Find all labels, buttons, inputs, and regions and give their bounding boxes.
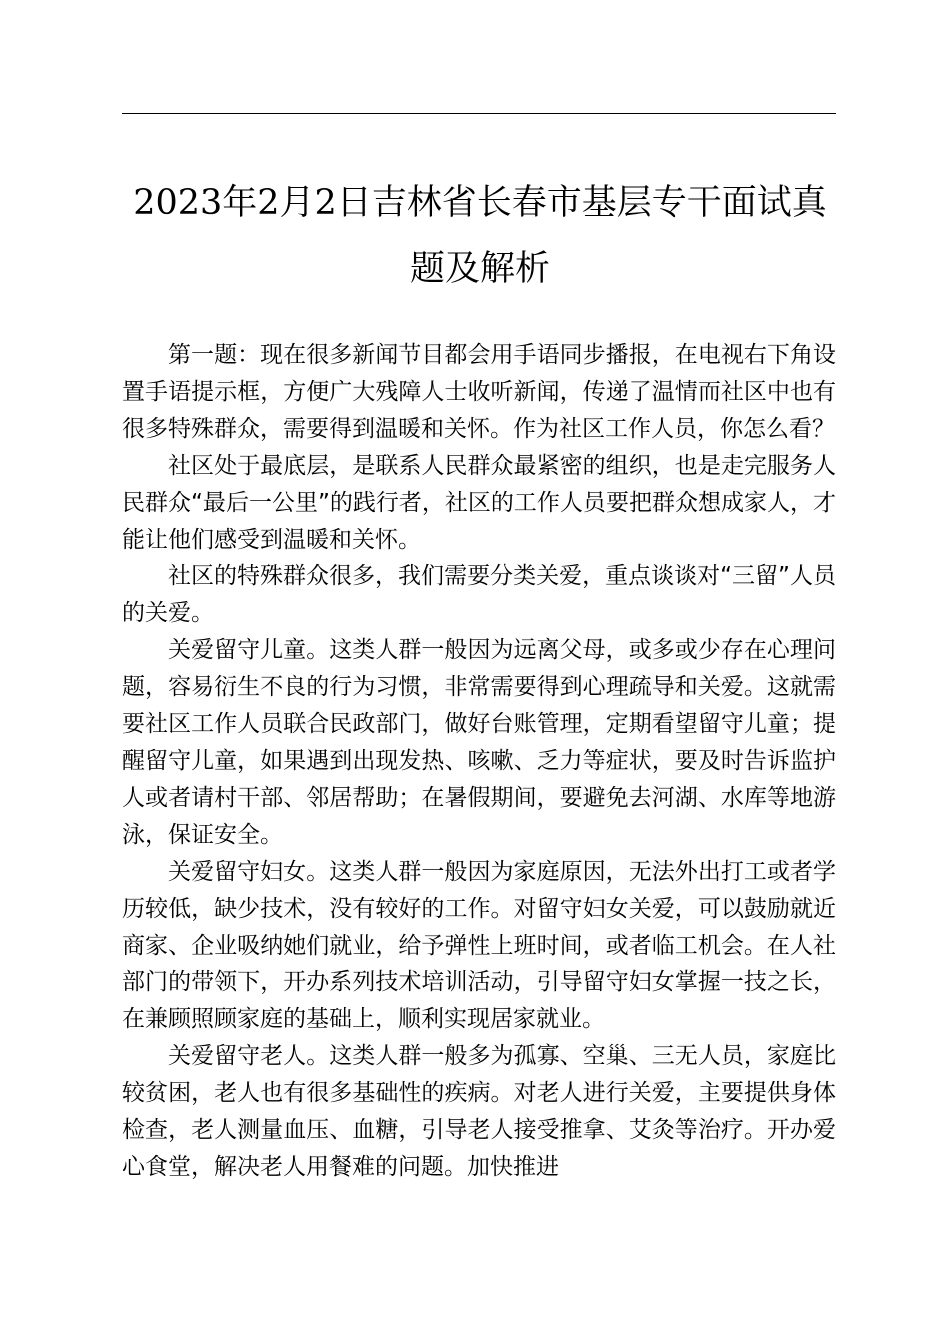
document-title — [110, 170, 850, 302]
paragraph-question: 第一题：现在很多新闻节目都会用手语同步播报，在电视右下角设置手语提示框，方便广大残障人士收听新闻，传递了温情而社区中也有很多特殊群众，需要得到温暖和关怀。作为社区工作人员，你怎么看？ — [122, 342, 836, 442]
title-line-2: 题及解析 — [409, 249, 550, 289]
paragraph-three-left-behind: 社区的特殊群众很多，我们需要分类关爱，重点谈谈对“三留”人员的关爱。 — [122, 563, 836, 627]
paragraph-children: 关爱留守儿童。这类人群一般因为远离父母，或多或少存在心理问题，容易衍生不良的行为习惯，非常需要得到心理疏导和关爱。这就需要社区工作人员联合民政部门，做好台账管理，定期看望留守儿童；提醒留守儿童，如果遇到出现发热、咳嗽、乏力等症状，要及时告诉监护人或者请村干部、邻居帮助；在暑假期间，要避免去河湖、水库等地游泳，保证安全。 — [122, 637, 836, 848]
title-line-1: 2023年2月2日吉林省长春市基层专干面试真 — [133, 183, 827, 223]
paragraph-women: 关爱留守妇女。这类人群一般因为家庭原因，无法外出打工或者学历较低，缺少技术，没有较好的工作。对留守妇女关爱，可以鼓励就近商家、企业吸纳她们就业，给予弹性上班时间，或者临工机会。在人社部门的带领下，开办系列技术培训活动，引导留守妇女掌握一技之长，在兼顾照顾家庭的基础上，顺利实现居家就业。 — [122, 858, 836, 1033]
paragraph-community-role: 社区处于最底层，是联系人民群众最紧密的组织，也是走完服务人民群众“最后一公里”的践行者，社区的工作人员要把群众想成家人，才能让他们感受到温暖和关怀。 — [122, 452, 836, 553]
document-body — [122, 337, 836, 1186]
header-rule — [122, 113, 836, 114]
paragraph-elderly: 关爱留守老人。这类人群一般多为孤寡、空巢、三无人员，家庭比较贫困，老人也有很多基础性的疾病。对老人进行关爱，主要提供身体检查，老人测量血压、血糖，引导老人接受推拿、艾灸等治疗。开办爱心食堂，解决老人用餐难的问题。加快推进 — [122, 1043, 836, 1180]
